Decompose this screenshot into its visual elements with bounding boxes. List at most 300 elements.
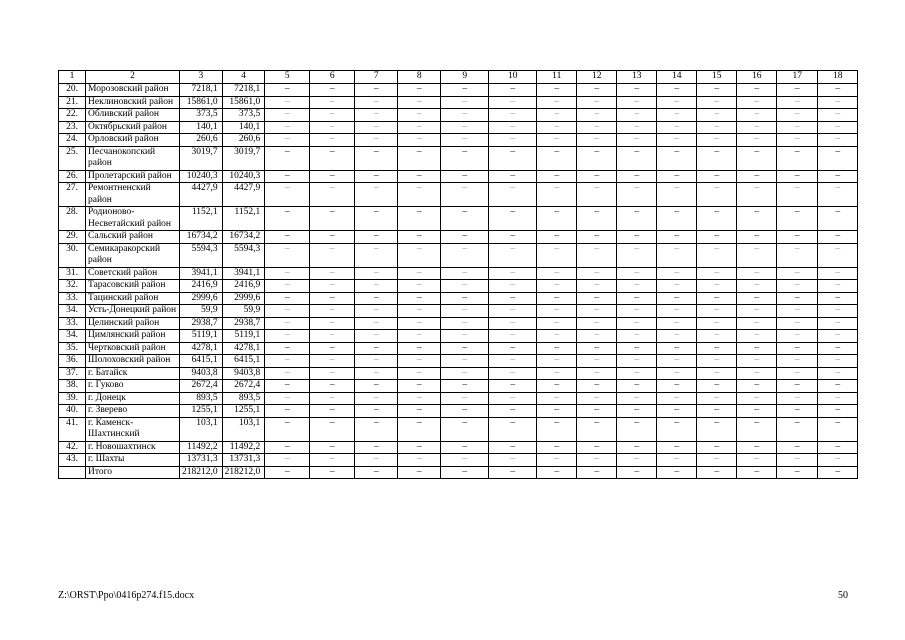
dash-cell: – [577, 109, 617, 122]
amount-cell: 103,1 [222, 417, 265, 441]
dash-cell: – [355, 466, 398, 479]
table-row [59, 317, 858, 330]
dash-cell: – [777, 466, 818, 479]
dash-cell: – [697, 183, 737, 207]
dash-cell: – [737, 405, 777, 418]
table-row [59, 243, 858, 267]
dash-cell: – [617, 417, 657, 441]
dash-cell: – [657, 292, 697, 305]
amount-cell: 893,5 [180, 392, 223, 405]
dash-cell: – [617, 355, 657, 368]
dash-cell: – [657, 317, 697, 330]
row-number-cell: 31. [59, 267, 86, 280]
dash-cell: – [489, 183, 537, 207]
dash-cell: – [577, 231, 617, 244]
dash-cell: – [265, 231, 310, 244]
dash-cell: – [697, 305, 737, 318]
column-number: 18 [818, 71, 858, 84]
row-number-cell: 38. [59, 380, 86, 393]
dash-cell: – [489, 280, 537, 293]
dash-cell: – [489, 96, 537, 109]
dash-cell: – [489, 441, 537, 454]
dash-cell: – [737, 267, 777, 280]
dash-cell: – [777, 146, 818, 170]
dash-cell: – [537, 243, 577, 267]
dash-cell: – [818, 280, 858, 293]
amount-cell: 9403,8 [222, 367, 265, 380]
dash-cell: – [777, 134, 818, 147]
dash-cell: – [489, 417, 537, 441]
column-number: 5 [265, 71, 310, 84]
dash-cell: – [777, 243, 818, 267]
table-row [59, 231, 858, 244]
dash-cell: – [398, 342, 441, 355]
dash-cell: – [577, 342, 617, 355]
dash-cell: – [355, 134, 398, 147]
table-row [59, 109, 858, 122]
dash-cell: – [657, 466, 697, 479]
amount-cell: 373,5 [222, 109, 265, 122]
dash-cell: – [697, 207, 737, 231]
dash-cell: – [310, 405, 355, 418]
dash-cell: – [657, 267, 697, 280]
dash-cell: – [737, 243, 777, 267]
dash-cell: – [697, 109, 737, 122]
dash-cell: – [537, 405, 577, 418]
row-number-cell: 26. [59, 170, 86, 183]
district-name-cell: Цимлянский район [86, 330, 180, 343]
row-number-cell: 23. [59, 121, 86, 134]
dash-cell: – [617, 367, 657, 380]
dash-cell: – [310, 109, 355, 122]
column-number-row [59, 71, 858, 84]
dash-cell: – [441, 121, 489, 134]
dash-cell: – [489, 146, 537, 170]
dash-cell: – [657, 109, 697, 122]
amount-cell: 59,9 [222, 305, 265, 318]
district-name-cell: Обливский район [86, 109, 180, 122]
table-row [59, 170, 858, 183]
dash-cell: – [737, 380, 777, 393]
dash-cell: – [818, 267, 858, 280]
dash-cell: – [537, 380, 577, 393]
dash-cell: – [577, 170, 617, 183]
dash-cell: – [537, 207, 577, 231]
district-name-cell: Орловский район [86, 134, 180, 147]
table-row [59, 417, 858, 441]
dash-cell: – [537, 417, 577, 441]
dash-cell: – [657, 355, 697, 368]
row-number-cell: 34. [59, 330, 86, 343]
dash-cell: – [737, 367, 777, 380]
dash-cell: – [697, 292, 737, 305]
dash-cell: – [737, 96, 777, 109]
amount-cell: 15861,0 [222, 96, 265, 109]
dash-cell: – [441, 183, 489, 207]
dash-cell: – [818, 405, 858, 418]
dash-cell: – [697, 84, 737, 97]
dash-cell: – [489, 243, 537, 267]
row-number-cell: 43. [59, 454, 86, 467]
amount-cell: 16734,2 [180, 231, 223, 244]
row-number-cell: 25. [59, 146, 86, 170]
dash-cell: – [697, 405, 737, 418]
amount-cell: 7218,1 [222, 84, 265, 97]
dash-cell: – [818, 355, 858, 368]
dash-cell: – [537, 342, 577, 355]
dash-cell: – [737, 342, 777, 355]
dash-cell: – [355, 96, 398, 109]
dash-cell: – [657, 183, 697, 207]
dash-cell: – [577, 355, 617, 368]
dash-cell: – [489, 317, 537, 330]
row-number-cell: 39. [59, 392, 86, 405]
dash-cell: – [818, 109, 858, 122]
dash-cell: – [441, 330, 489, 343]
dash-cell: – [441, 267, 489, 280]
dash-cell: – [441, 417, 489, 441]
dash-cell: – [398, 454, 441, 467]
dash-cell: – [355, 454, 398, 467]
row-number-cell: 37. [59, 367, 86, 380]
dash-cell: – [697, 243, 737, 267]
amount-cell: 13731,3 [180, 454, 223, 467]
dash-cell: – [697, 317, 737, 330]
dash-cell: – [818, 305, 858, 318]
dash-cell: – [617, 305, 657, 318]
dash-cell: – [355, 305, 398, 318]
dash-cell: – [537, 170, 577, 183]
dash-cell: – [355, 330, 398, 343]
dash-cell: – [657, 280, 697, 293]
dash-cell: – [398, 84, 441, 97]
dash-cell: – [398, 146, 441, 170]
dash-cell: – [265, 121, 310, 134]
table-row [59, 330, 858, 343]
table-row [59, 342, 858, 355]
dash-cell: – [265, 207, 310, 231]
amount-cell: 10240,3 [180, 170, 223, 183]
dash-cell: – [265, 330, 310, 343]
dash-cell: – [441, 170, 489, 183]
dash-cell: – [818, 380, 858, 393]
table-row [59, 280, 858, 293]
amount-cell: 2938,7 [180, 317, 223, 330]
district-name-cell: Итого [86, 466, 180, 479]
dash-cell: – [697, 280, 737, 293]
amount-cell: 1255,1 [222, 405, 265, 418]
district-name-cell: Шолоховский район [86, 355, 180, 368]
row-number-cell: 28. [59, 207, 86, 231]
dash-cell: – [777, 454, 818, 467]
dash-cell: – [617, 392, 657, 405]
row-number-cell: 32. [59, 280, 86, 293]
amount-cell: 7218,1 [180, 84, 223, 97]
dash-cell: – [697, 417, 737, 441]
dash-cell: – [818, 441, 858, 454]
dash-cell: – [398, 134, 441, 147]
dash-cell: – [265, 280, 310, 293]
dash-cell: – [441, 454, 489, 467]
dash-cell: – [737, 109, 777, 122]
dash-cell: – [737, 292, 777, 305]
dash-cell: – [537, 305, 577, 318]
dash-cell: – [537, 330, 577, 343]
dash-cell: – [537, 355, 577, 368]
dash-cell: – [398, 280, 441, 293]
district-name-cell: Тацинский район [86, 292, 180, 305]
dash-cell: – [398, 292, 441, 305]
dash-cell: – [489, 109, 537, 122]
row-number-cell: 22. [59, 109, 86, 122]
dash-cell: – [577, 392, 617, 405]
amount-cell: 13731,3 [222, 454, 265, 467]
dash-cell: – [489, 170, 537, 183]
column-number: 7 [355, 71, 398, 84]
dash-cell: – [355, 417, 398, 441]
amount-cell: 10240,3 [222, 170, 265, 183]
dash-cell: – [441, 134, 489, 147]
dash-cell: – [489, 231, 537, 244]
dash-cell: – [398, 405, 441, 418]
amount-cell: 11492,2 [222, 441, 265, 454]
dash-cell: – [355, 367, 398, 380]
dash-cell: – [537, 96, 577, 109]
dash-cell: – [737, 441, 777, 454]
dash-cell: – [355, 441, 398, 454]
footer-file-path: Z:\ORST\Ppo\0416p274.f15.docx [58, 590, 195, 601]
dash-cell: – [657, 417, 697, 441]
dash-cell: – [577, 96, 617, 109]
dash-cell: – [777, 330, 818, 343]
dash-cell: – [441, 380, 489, 393]
dash-cell: – [777, 207, 818, 231]
district-name-cell: г. Батайск [86, 367, 180, 380]
dash-cell: – [818, 96, 858, 109]
table-row [59, 292, 858, 305]
table-row [59, 121, 858, 134]
dash-cell: – [265, 109, 310, 122]
dash-cell: – [310, 441, 355, 454]
dash-cell: – [737, 466, 777, 479]
dash-cell: – [398, 170, 441, 183]
dash-cell: – [657, 342, 697, 355]
dash-cell: – [657, 231, 697, 244]
district-name-cell: Советский район [86, 267, 180, 280]
dash-cell: – [537, 134, 577, 147]
dash-cell: – [355, 109, 398, 122]
district-name-cell: Усть-Донецкий район [86, 305, 180, 318]
table-row [59, 405, 858, 418]
dash-cell: – [617, 317, 657, 330]
amount-cell: 5119,1 [222, 330, 265, 343]
dash-cell: – [818, 170, 858, 183]
dash-cell: – [617, 454, 657, 467]
table-row [59, 466, 858, 479]
dash-cell: – [398, 392, 441, 405]
district-name-cell: Тарасовский район [86, 280, 180, 293]
dash-cell: – [577, 292, 617, 305]
dash-cell: – [737, 121, 777, 134]
dash-cell: – [310, 380, 355, 393]
dash-cell: – [577, 305, 617, 318]
dash-cell: – [489, 355, 537, 368]
dash-cell: – [441, 367, 489, 380]
dash-cell: – [441, 243, 489, 267]
dash-cell: – [818, 417, 858, 441]
dash-cell: – [697, 342, 737, 355]
dash-cell: – [777, 342, 818, 355]
amount-cell: 3019,7 [180, 146, 223, 170]
dash-cell: – [265, 355, 310, 368]
dash-cell: – [265, 317, 310, 330]
dash-cell: – [617, 292, 657, 305]
district-name-cell: г. Шахты [86, 454, 180, 467]
dash-cell: – [657, 170, 697, 183]
dash-cell: – [310, 280, 355, 293]
district-name-cell: Неклиновский район [86, 96, 180, 109]
amount-cell: 893,5 [222, 392, 265, 405]
table-row [59, 267, 858, 280]
dash-cell: – [657, 243, 697, 267]
dash-cell: – [265, 417, 310, 441]
dash-cell: – [489, 367, 537, 380]
dash-cell: – [265, 96, 310, 109]
row-number-cell: 33. [59, 292, 86, 305]
dash-cell: – [398, 466, 441, 479]
dash-cell: – [617, 84, 657, 97]
dash-cell: – [777, 317, 818, 330]
dash-cell: – [489, 292, 537, 305]
dash-cell: – [657, 121, 697, 134]
dash-cell: – [617, 109, 657, 122]
dash-cell: – [657, 207, 697, 231]
dash-cell: – [818, 466, 858, 479]
dash-cell: – [737, 280, 777, 293]
amount-cell: 2999,6 [180, 292, 223, 305]
dash-cell: – [818, 292, 858, 305]
dash-cell: – [577, 84, 617, 97]
dash-cell: – [355, 317, 398, 330]
dash-cell: – [265, 267, 310, 280]
dash-cell: – [265, 405, 310, 418]
dash-cell: – [657, 454, 697, 467]
dash-cell: – [398, 317, 441, 330]
district-name-cell: г. Зверево [86, 405, 180, 418]
row-number-cell: 30. [59, 243, 86, 267]
dash-cell: – [537, 441, 577, 454]
dash-cell: – [265, 367, 310, 380]
table-row [59, 355, 858, 368]
row-number-cell: 21. [59, 96, 86, 109]
dash-cell: – [310, 243, 355, 267]
dash-cell: – [697, 355, 737, 368]
table-row [59, 305, 858, 318]
dash-cell: – [398, 367, 441, 380]
amount-cell: 9403,8 [180, 367, 223, 380]
dash-cell: – [697, 330, 737, 343]
table-row [59, 207, 858, 231]
dash-cell: – [737, 330, 777, 343]
dash-cell: – [355, 170, 398, 183]
district-name-cell: Семикаракорский район [86, 243, 180, 267]
dash-cell: – [737, 392, 777, 405]
dash-cell: – [441, 405, 489, 418]
amount-cell: 3941,1 [222, 267, 265, 280]
dash-cell: – [310, 146, 355, 170]
dash-cell: – [441, 441, 489, 454]
dash-cell: – [657, 305, 697, 318]
dash-cell: – [310, 134, 355, 147]
dash-cell: – [657, 330, 697, 343]
district-name-cell: Морозовский район [86, 84, 180, 97]
dash-cell: – [355, 84, 398, 97]
table-row [59, 84, 858, 97]
dash-cell: – [737, 170, 777, 183]
dash-cell: – [441, 317, 489, 330]
column-number: 16 [737, 71, 777, 84]
dash-cell: – [577, 134, 617, 147]
dash-cell: – [737, 305, 777, 318]
amount-cell: 260,6 [180, 134, 223, 147]
dash-cell: – [737, 454, 777, 467]
dash-cell: – [537, 231, 577, 244]
dash-cell: – [265, 243, 310, 267]
dash-cell: – [310, 84, 355, 97]
column-number: 12 [577, 71, 617, 84]
dash-cell: – [657, 380, 697, 393]
dash-cell: – [737, 417, 777, 441]
dash-cell: – [697, 96, 737, 109]
dash-cell: – [441, 96, 489, 109]
dash-cell: – [398, 305, 441, 318]
dash-cell: – [537, 317, 577, 330]
dash-cell: – [617, 96, 657, 109]
column-number: 8 [398, 71, 441, 84]
dash-cell: – [697, 454, 737, 467]
amount-cell: 373,5 [180, 109, 223, 122]
dash-cell: – [489, 121, 537, 134]
amount-cell: 1152,1 [180, 207, 223, 231]
amount-cell: 5594,3 [222, 243, 265, 267]
dash-cell: – [489, 380, 537, 393]
dash-cell: – [310, 96, 355, 109]
row-number-cell: 40. [59, 405, 86, 418]
dash-cell: – [441, 392, 489, 405]
dash-cell: – [577, 367, 617, 380]
amount-cell: 3019,7 [222, 146, 265, 170]
dash-cell: – [777, 96, 818, 109]
dash-cell: – [441, 280, 489, 293]
dash-cell: – [537, 280, 577, 293]
amount-cell: 2416,9 [222, 280, 265, 293]
dash-cell: – [398, 355, 441, 368]
dash-cell: – [617, 121, 657, 134]
dash-cell: – [617, 405, 657, 418]
amount-cell: 11492,2 [180, 441, 223, 454]
dash-cell: – [310, 267, 355, 280]
dash-cell: – [489, 392, 537, 405]
dash-cell: – [697, 441, 737, 454]
row-number-cell: 27. [59, 183, 86, 207]
dash-cell: – [537, 466, 577, 479]
table-row [59, 380, 858, 393]
dash-cell: – [441, 305, 489, 318]
dash-cell: – [697, 392, 737, 405]
dash-cell: – [355, 267, 398, 280]
dash-cell: – [489, 454, 537, 467]
dash-cell: – [617, 466, 657, 479]
